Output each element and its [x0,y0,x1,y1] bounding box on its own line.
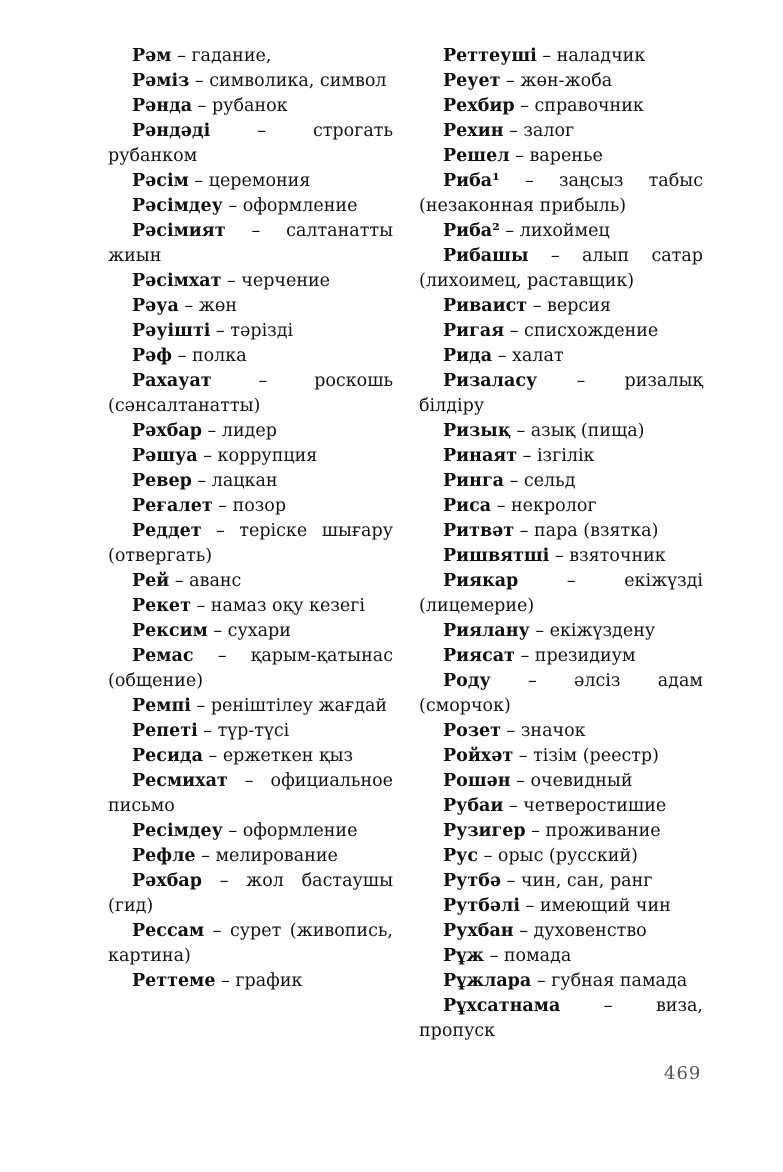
dictionary-entry [108,294,393,319]
entry-headword: Риваист [443,296,528,316]
entry-headword: Рахауат [132,371,212,391]
dictionary-entry [108,269,393,294]
entry-headword: Рәуішті [132,321,211,341]
entry-definition: – оформление [222,196,358,216]
entry-definition: – церемония [188,171,311,191]
dictionary-entry [419,619,703,644]
right-column [419,44,703,1044]
entry-headword: Реует [443,71,501,91]
dictionary-entry [419,369,703,419]
dictionary-entry [419,719,703,744]
dictionary-entry [419,444,703,469]
dictionary-entry [108,194,393,219]
entry-definition: – мелирование [195,846,338,866]
entry-definition: – виза, пропуск [419,996,703,1041]
entry-headword: Ринаят [443,446,518,466]
entry-definition: – ризалық білдіру [419,371,703,416]
entry-definition: – наладчик [536,46,646,66]
dictionary-entry [419,44,703,69]
entry-headword: Рәуа [132,296,179,316]
dictionary-entry [419,669,703,719]
entry-headword: Рутбәлі [443,896,520,916]
entry-headword: Рехбир [443,96,515,116]
dictionary-entry [108,694,393,719]
entry-headword: Рұжлара [443,971,532,991]
entry-definition: – гадание, [171,46,272,66]
dictionary-entry [108,444,393,469]
entry-definition: – очевидный [510,771,633,791]
entry-headword: Рида [443,346,493,366]
entry-headword: Рефле [132,846,196,866]
entry-definition: – губная памада [531,971,688,991]
dictionary-entry [419,794,703,819]
entry-headword: Репеті [132,721,198,741]
entry-definition: – значок [500,721,586,741]
entry-headword: Рәхбар [132,871,202,891]
entry-definition: – намаз оқу кезегі [190,596,366,616]
entry-headword: Рутбә [443,871,502,891]
dictionary-entry [108,844,393,869]
dictionary-entry [108,594,393,619]
entry-definition: – проживание [525,821,661,841]
entry-definition: – сухари [207,621,291,641]
dictionary-entry [108,469,393,494]
entry-headword: Реғалет [132,496,213,516]
entry-definition: – справочник [514,96,644,116]
entry-headword: Рухбан [443,921,514,941]
dictionary-entry [108,719,393,744]
dictionary-entry [419,894,703,919]
entry-headword: Риясат [443,646,515,666]
entry-headword: Рузигер [443,821,526,841]
dictionary-entry [419,494,703,519]
dictionary-entry [108,644,393,694]
entry-definition: – некролог [491,496,597,516]
entry-headword: Роду [443,671,491,691]
entry-headword: Рәхбар [132,421,202,441]
dictionary-entry [419,844,703,869]
dictionary-entry [108,819,393,844]
dictionary-entry [108,369,393,419]
entry-definition: – списхождение [504,321,659,341]
dictionary-entry [108,219,393,269]
entry-definition: – залог [503,121,575,141]
entry-definition: – теріске шығару (отвергать) [108,521,393,566]
entry-definition: – түр-түсі [197,721,290,741]
entry-definition: – черчение [221,271,331,291]
entry-headword: Ремас [132,646,194,666]
page-number: 469 [664,1063,702,1084]
entry-headword: Ришвятші [443,546,550,566]
entry-definition: – сурет (живопись, картина) [108,921,393,966]
entry-headword: Рәм [132,46,172,66]
dictionary-entry [419,69,703,94]
entry-headword: Риба² [443,221,500,241]
entry-definition: – заңсыз табыс (незаконная прибыль) [419,171,703,216]
entry-definition: – оформление [222,821,358,841]
entry-headword: Риялану [443,621,530,641]
entry-headword: Рибашы [443,246,529,266]
entry-headword: Ройхәт [443,746,514,766]
dictionary-entry [108,569,393,594]
dictionary-entry [108,419,393,444]
dictionary-entry [419,419,703,444]
entry-definition: – жол бастаушы (гид) [108,871,393,916]
entry-definition: – коррупция [197,446,318,466]
entry-definition: – четверостишие [503,796,667,816]
entry-headword: Розет [443,721,501,741]
entry-definition: – тәрізді [210,321,294,341]
dictionary-entry [108,919,393,969]
entry-headword: Рошән [443,771,511,791]
entry-headword: Ринга [443,471,505,491]
entry-definition: – жөн-жоба [500,71,613,91]
entry-headword: Ризық [443,421,511,441]
entry-headword: Ризаласу [443,371,538,391]
dictionary-entry [419,519,703,544]
entry-headword: Рәсім [132,171,189,191]
entry-definition: – взяточник [549,546,666,566]
entry-definition: – екіжүзді (лицемерие) [419,571,703,616]
dictionary-entry [108,869,393,919]
dictionary-entry [419,994,703,1044]
entry-definition: – полка [172,346,247,366]
entry-headword: Реттеуші [443,46,537,66]
dictionary-entry [419,744,703,769]
entry-definition: – ержеткен қыз [202,746,354,766]
entry-headword: Рубаи [443,796,504,816]
entry-headword: Ресімдеу [132,821,223,841]
entry-definition: – духовенство [513,921,647,941]
entry-definition: – президиум [514,646,636,666]
entry-headword: Рус [443,846,479,866]
dictionary-entry [419,244,703,294]
entry-headword: Риба¹ [443,171,500,191]
dictionary-entry [108,969,393,994]
entry-definition: – әлсіз адам (сморчок) [419,671,703,716]
entry-definition: – сельд [504,471,576,491]
dictionary-entry [108,344,393,369]
dictionary-entry [108,769,393,819]
entry-definition: – официальное письмо [108,771,393,816]
entry-headword: Рехин [443,121,504,141]
dictionary-entry [419,219,703,244]
entry-definition: – позор [212,496,287,516]
entry-definition: – варенье [509,146,603,166]
entry-headword: Рессам [132,921,205,941]
dictionary-entry [108,119,393,169]
entry-headword: Решел [443,146,510,166]
entry-headword: Рәсімдеу [132,196,223,216]
entry-definition: – лихоймец [499,221,610,241]
dictionary-entry [419,919,703,944]
dictionary-entry [419,644,703,669]
dictionary-entry [108,519,393,569]
entry-definition: – орыс (русский) [478,846,638,866]
entry-definition: – имеющий чин [520,896,671,916]
entry-definition: – символика, символ [189,71,387,91]
entry-definition: – азық (пища) [510,421,645,441]
entry-headword: Риса [443,496,492,516]
dictionary-entry [108,169,393,194]
dictionary-entry [108,44,393,69]
entry-headword: Реттеме [132,971,216,991]
entry-headword: Рәнда [132,96,193,116]
entry-definition: – чин, сан, ранг [501,871,653,891]
entry-headword: Рәндәді [132,121,211,141]
entry-headword: Рұхсатнама [443,996,561,1016]
entry-headword: Риякар [443,571,519,591]
entry-headword: Рәсімхат [132,271,222,291]
dictionary-entry [419,294,703,319]
dictionary-entry [108,619,393,644]
entry-definition: – тізім (реестр) [513,746,659,766]
entry-definition: – роскошь (сәнсалтанатты) [108,371,393,416]
entry-definition: – халат [492,346,564,366]
entry-headword: Ресида [132,746,203,766]
entry-definition: – реніштілеу жағдай [190,696,388,716]
entry-headword: Рәшуа [132,446,198,466]
dictionary-entry [108,94,393,119]
entry-definition: – рубанок [192,96,288,116]
entry-definition: – строгать рубанком [108,121,393,166]
dictionary-entry [419,119,703,144]
dictionary-entry [108,494,393,519]
entry-definition: – версия [527,296,611,316]
entry-headword: Ремпі [132,696,191,716]
dictionary-entry [419,969,703,994]
entry-definition: – екіжүздену [529,621,656,641]
dictionary-entry [419,319,703,344]
entry-definition: – график [215,971,303,991]
dictionary-entry [108,319,393,344]
left-column [108,44,393,994]
entry-headword: Рей [132,571,170,591]
dictionary-entry [419,344,703,369]
entry-definition: – алып сатар (лихоимец, раставщик) [419,246,703,291]
dictionary-entry [419,469,703,494]
entry-headword: Ригая [443,321,505,341]
entry-definition: – салтанатты жиын [108,221,393,266]
entry-definition: – аванс [169,571,242,591]
entry-headword: Рұж [443,946,484,966]
dictionary-entry [419,144,703,169]
entry-headword: Рәсімият [132,221,226,241]
dictionary-entry [419,569,703,619]
entry-definition: – ізгілік [517,446,595,466]
entry-headword: Ритвәт [443,521,515,541]
dictionary-entry [419,944,703,969]
entry-headword: Ресмихат [132,771,228,791]
dictionary-entry [419,769,703,794]
dictionary-entry [419,819,703,844]
entry-headword: Рәміз [132,71,190,91]
entry-headword: Рәф [132,346,173,366]
entry-headword: Рекет [132,596,191,616]
dictionary-entry [419,869,703,894]
entry-definition: – лацкан [191,471,278,491]
dictionary-entry [419,94,703,119]
dictionary-entry [108,69,393,94]
entry-definition: – жөн [178,296,238,316]
entry-headword: Ревер [132,471,192,491]
entry-headword: Рексим [132,621,208,641]
entry-definition: – қарым-қатынас (общение) [108,646,393,691]
dictionary-entry [419,544,703,569]
entry-definition: – лидер [201,421,277,441]
dictionary-entry [419,169,703,219]
entry-headword: Реддет [132,521,202,541]
dictionary-entry [108,744,393,769]
entry-definition: – помада [484,946,572,966]
entry-definition: – пара (взятка) [514,521,659,541]
